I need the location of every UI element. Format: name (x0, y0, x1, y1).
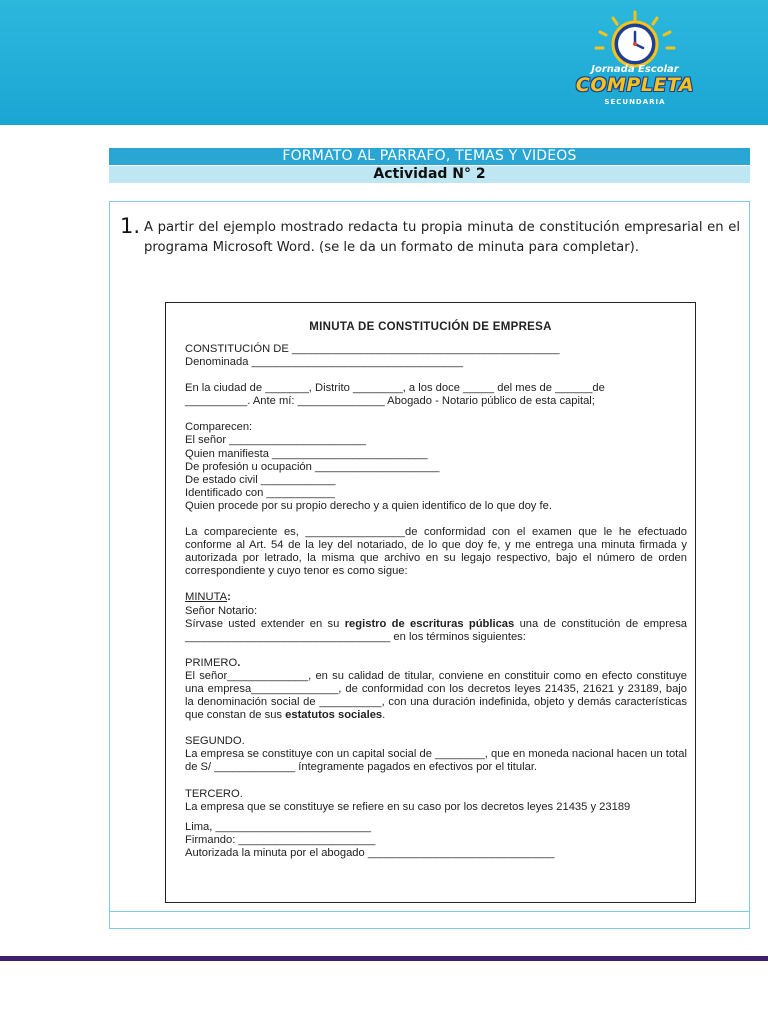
minuta-document (165, 302, 696, 903)
doc-line-denominada: Denominada __________________________________ (185, 356, 464, 369)
doc-line-autorizada: Autorizada la minuta por el abogado ______________________________ (185, 846, 555, 859)
doc-line-notario: Señor Notario: (185, 604, 258, 617)
logo-line-secundaria: SECUNDARIA (604, 98, 666, 106)
doc-line-comparecen: Comparecen: (185, 421, 253, 434)
doc-line-lima: Lima, _________________________ (185, 820, 372, 833)
task-number: 1. (120, 214, 141, 238)
doc-paragraph-registro: Sírvase usted extender en su registro de escrituras públicas una de constitución de empresa _________________________________ en los términos siguientes: (185, 617, 688, 643)
footer-line (0, 956, 768, 961)
doc-heading-tercero: TERCERO. (185, 787, 243, 800)
doc-line-constitucion: CONSTITUCIÓN DE ___________________________________________ (185, 343, 560, 355)
logo-line-completa: COMPLETA (575, 74, 695, 96)
doc-line-ciudad: En la ciudad de _______, Distrito ________, a los doce _____ del mes de ______de (185, 382, 605, 395)
clock-icon (568, 10, 702, 70)
jornada-escolar-completa-logo (568, 10, 702, 122)
doc-line-profesion: De profesión u ocupación ____________________ (185, 460, 440, 473)
doc-line-estado-civil: De estado civil ____________ (185, 473, 336, 486)
doc-line-ante-mi: __________. Ante mí: ______________ Abogado - Notario público de esta capital; (185, 395, 595, 408)
document-body (185, 343, 687, 860)
content-divider (109, 911, 750, 912)
doc-heading-segundo: SEGUNDO. (185, 735, 245, 748)
task-instruction: A partir del ejemplo mostrado redacta tu propia minuta de constitución empresarial en el programa Microsoft Word. (se le da un formato de minuta para completar). (144, 220, 740, 255)
doc-line-identificado: Identificado con ___________ (185, 486, 335, 499)
doc-heading-minuta: MINUTA: (185, 591, 231, 604)
logo-line-jornada-escolar: Jornada Escolar (591, 64, 679, 75)
doc-line-senor: El señor ______________________ (185, 434, 367, 447)
page-title: FORMATO AL PÁRRAFO, TEMAS Y VIDEOS (109, 148, 750, 165)
doc-line-manifiesta: Quien manifiesta _________________________ (185, 447, 428, 460)
doc-paragraph-compareciente: La compareciente es, ________________de conformidad con el examen que le he efectuado conforme al Art. 54 de la ley del notariado, de lo que doy fe, y me entrega una minuta firmada y autorizada por letrado, la misma que archivo en su legajo respectivo, bajo el número de orden correspondiente y cuyo tenor es como sigue: (185, 526, 687, 578)
doc-paragraph-tercero: La empresa que se constituye se refiere en su caso por los decretos leyes 21435 y 23189 (185, 800, 631, 813)
doc-heading-primero: PRIMERO. (185, 656, 241, 669)
doc-line-procede: Quien procede por su propio derecho y a quien identifico de lo que doy fe. (185, 499, 552, 512)
activity-subtitle: Actividad N° 2 (109, 166, 750, 183)
doc-paragraph-segundo: La empresa se constituye con un capital social de ________, que en moneda nacional hacen un total de S/ _____________ íntegramente pagados en efectivos por el titular. (185, 748, 687, 774)
doc-line-firmando: Firmando: ______________________ (185, 833, 376, 846)
document-title: MINUTA DE CONSTITUCIÓN DE EMPRESA (309, 321, 552, 333)
doc-paragraph-primero: El señor_____________, en su calidad de titular, conviene en constituir como en efecto constituye una empresa______________, de conformidad con los decretos leyes 21435, 21621 y 23189, bajo la denominación social de __________, con una duración indefinida, objeto y demás características que constan de sus estatutos sociales. (185, 669, 687, 722)
